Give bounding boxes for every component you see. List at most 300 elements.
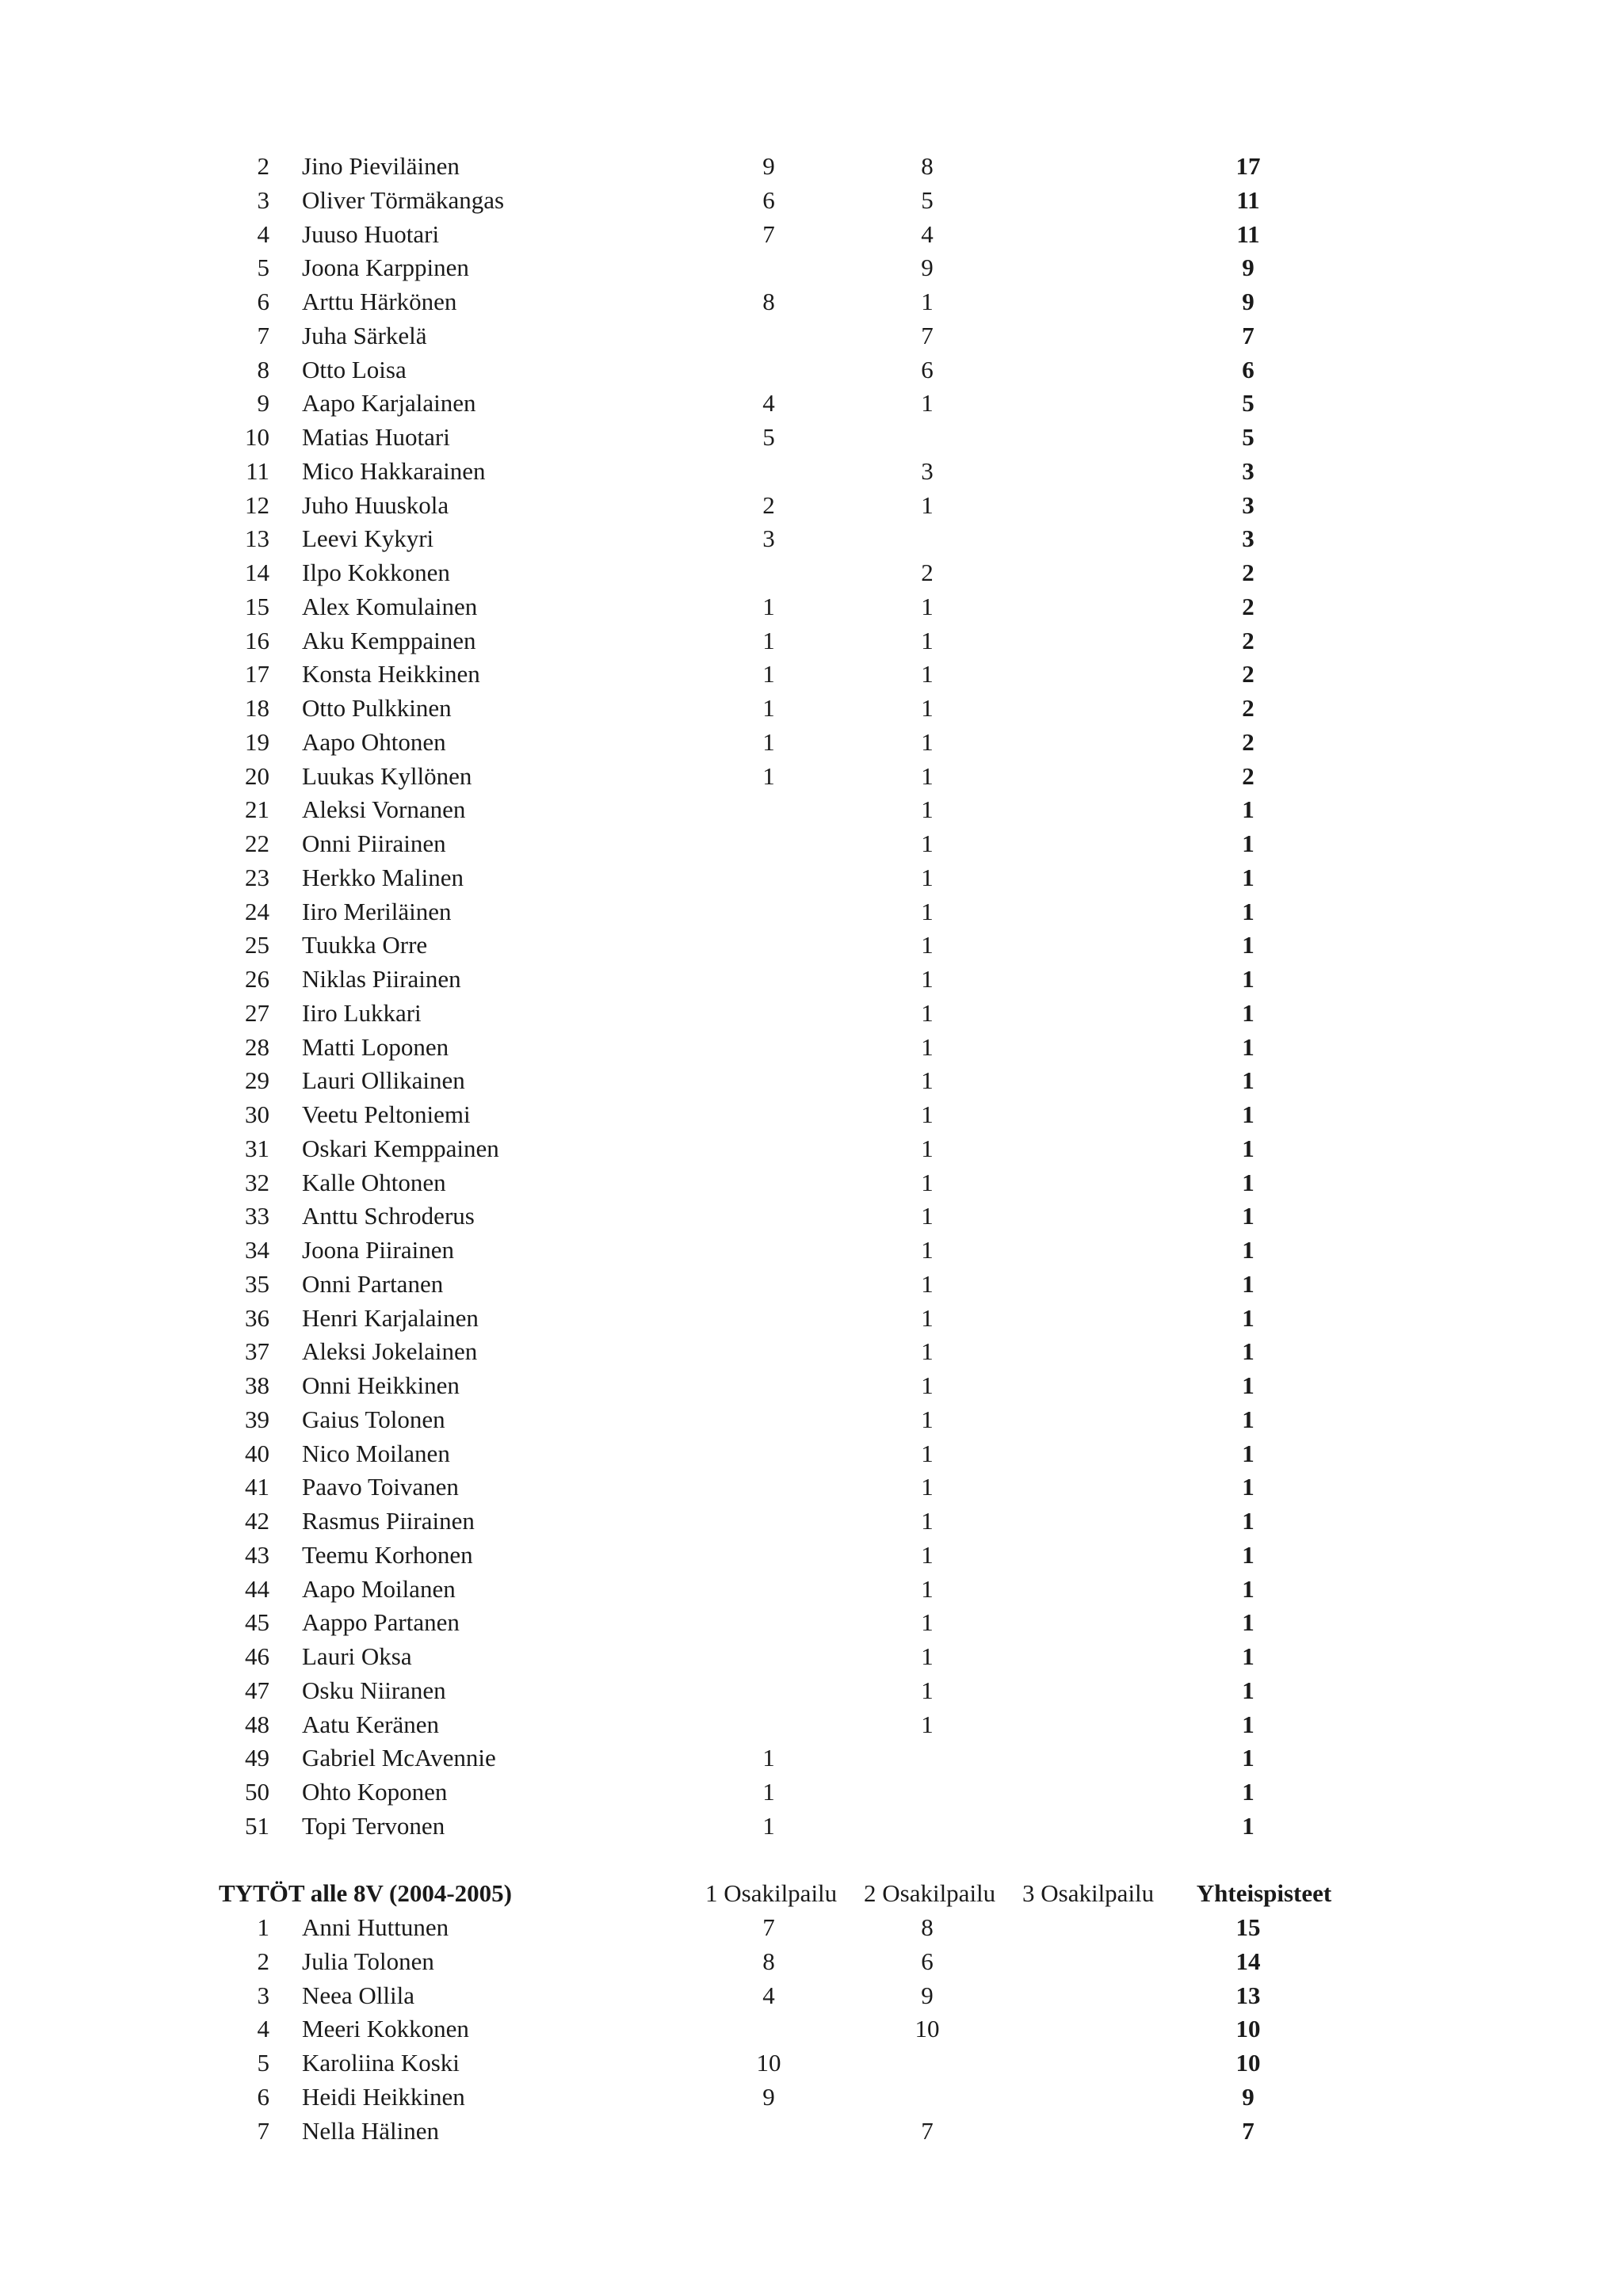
table-row [214,1505,1355,1539]
round-1-points: 6 [762,185,775,214]
round-1-points: 1 [762,727,775,756]
round-1-points: 7 [762,219,775,248]
total-points: 1 [1242,1608,1254,1637]
name-cell: Onni Piirainen [302,830,446,857]
rank-cell: 35 [245,1269,269,1298]
total-points: 1 [1242,1642,1254,1670]
name-cell: Henri Karjalainen [302,1303,479,1332]
rank-cell: 38 [245,1371,269,1399]
name-cell: Neea Ollila [302,1981,415,2009]
rank-cell: 39 [245,1405,269,1433]
table-row [214,624,1355,658]
round-1-points: 9 [762,152,775,180]
name-cell: Konsta Heikkinen [302,660,480,688]
table-row [214,1674,1355,1708]
rank-cell: 4 [257,2015,269,2043]
name-cell: Herkko Malinen [302,863,464,891]
name-cell: Joona Karppinen [302,254,469,282]
round-2-points: 1 [921,1608,934,1637]
round-2-points: 1 [921,694,934,722]
table-row [214,1132,1355,1166]
table-row [214,963,1355,997]
rank-cell: 12 [245,490,269,519]
table-row [214,1979,1355,2013]
table-row [214,929,1355,963]
boys-results [214,150,1355,1844]
table-row [214,1403,1355,1437]
name-cell: Matti Loponen [302,1032,449,1061]
name-cell: Aappo Partanen [302,1608,460,1637]
table-row [214,150,1355,184]
table-row [214,251,1355,285]
total-points: 3 [1242,456,1254,485]
name-cell: Ilpo Kokkonen [302,559,450,586]
rank-cell: 36 [245,1303,269,1332]
name-cell: Leevi Kykyri [302,524,434,553]
name-cell: Arttu Härkönen [302,288,457,315]
round-1-points: 1 [762,1811,775,1840]
total-points: 1 [1242,1303,1254,1332]
name-cell: Heidi Heikkinen [302,2082,465,2111]
round-2-points: 1 [921,897,934,925]
name-cell: Gaius Tolonen [302,1405,445,1433]
table-row [214,1234,1355,1268]
round-2-points: 1 [921,592,934,620]
name-cell: Niklas Piirainen [302,965,461,993]
table-row [214,726,1355,760]
round-2-points: 1 [921,965,934,993]
rank-cell: 19 [245,727,269,756]
round-2-points: 1 [921,727,934,756]
name-cell: Gabriel McAvennie [302,1744,496,1772]
table-row [214,1810,1355,1844]
round-1-points: 4 [762,389,775,418]
rank-cell: 2 [257,152,269,180]
rank-cell: 37 [245,1337,269,1366]
total-points: 17 [1235,152,1261,180]
table-row [214,455,1355,489]
name-cell: Lauri Ollikainen [302,1066,465,1095]
name-cell: Aleksi Jokelainen [302,1337,478,1366]
round-2-points: 1 [921,931,934,959]
round-1-points: 1 [762,1778,775,1806]
rank-cell: 3 [257,1981,269,2009]
total-points: 1 [1242,1540,1254,1569]
total-points: 2 [1242,592,1254,620]
name-cell: Paavo Toivanen [302,1473,459,1501]
round-2-points: 1 [921,626,934,654]
round-1-points: 8 [762,1947,775,1975]
name-cell: Topi Tervonen [302,1811,445,1840]
total-points: 1 [1242,795,1254,824]
name-cell: Osku Niiranen [302,1676,446,1704]
round-2-points: 9 [921,254,934,282]
round-1-points: 3 [762,524,775,553]
total-points: 1 [1242,1778,1254,1806]
round-2-points: 1 [921,1134,934,1162]
total-points: 1 [1242,1269,1254,1298]
rank-cell: 10 [245,423,269,451]
rank-cell: 50 [245,1778,269,1806]
table-row [214,1166,1355,1200]
round-1-points: 1 [762,1744,775,1772]
name-cell: Matias Huotari [302,423,450,451]
total-points: 1 [1242,897,1254,925]
rank-cell: 6 [257,288,269,315]
section-title: TYTÖT alle 8V (2004-2005) [219,1879,513,1908]
table-row [214,1911,1355,1945]
total-points: 1 [1242,1811,1254,1840]
total-points: 7 [1242,321,1254,349]
total-points: 10 [1235,2049,1261,2077]
name-cell: Aapo Moilanen [302,1574,456,1603]
total-points: 1 [1242,830,1254,857]
total-points: 9 [1242,288,1254,315]
girls-results [214,1911,1355,2148]
round-2-points: 1 [921,1236,934,1264]
total-points: 1 [1242,1134,1254,1162]
total-points: 1 [1242,965,1254,993]
table-row [214,1573,1355,1607]
rank-cell: 34 [245,1236,269,1264]
round-1-points: 4 [762,1981,775,2009]
total-points: 1 [1242,1405,1254,1433]
rank-cell: 5 [257,2049,269,2077]
total-points: 1 [1242,1439,1254,1467]
table-row [214,1470,1355,1505]
table-row [214,997,1355,1031]
round-2-points: 1 [921,998,934,1027]
round-2-points: 1 [921,1168,934,1196]
rank-cell: 23 [245,863,269,891]
round-2-points: 1 [921,1439,934,1467]
rank-cell: 33 [245,1202,269,1230]
name-cell: Anni Huttunen [302,1913,449,1941]
rank-cell: 43 [245,1540,269,1569]
total-points: 1 [1242,931,1254,959]
table-row [214,1199,1355,1234]
table-row [214,1437,1355,1471]
rank-cell: 27 [245,998,269,1027]
round-1-points: 1 [762,626,775,654]
name-cell: Luukas Kyllönen [302,761,472,790]
total-points: 1 [1242,1100,1254,1128]
rank-cell: 11 [246,456,269,485]
round-1-points: 1 [762,694,775,722]
round-2-points: 1 [921,1202,934,1230]
round-2-points: 9 [921,1981,934,2009]
name-cell: Aapo Ohtonen [302,727,446,756]
name-cell: Aapo Karjalainen [302,389,476,418]
total-points: 2 [1242,694,1254,722]
table-row [214,2046,1355,2081]
round-2-points: 1 [921,1642,934,1670]
round-2-points: 6 [921,1947,934,1975]
name-cell: Karoliina Koski [302,2049,460,2077]
total-points: 3 [1242,490,1254,519]
total-points: 2 [1242,626,1254,654]
round-2-points: 1 [921,660,934,688]
table-row [214,1741,1355,1775]
name-cell: Jino Pieviläinen [302,152,460,180]
name-cell: Joona Piirainen [302,1236,454,1264]
total-points: 15 [1235,1913,1261,1941]
table-row [214,353,1355,387]
round-1-points: 1 [762,761,775,790]
name-cell: Nella Hälinen [302,2116,440,2145]
round-2-points: 1 [921,1507,934,1535]
table-row [214,793,1355,827]
rank-cell: 2 [257,1947,269,1975]
table-row [214,184,1355,218]
girls-header-row [214,1877,1355,1911]
table-row [214,1606,1355,1640]
round-2-points: 1 [921,1100,934,1128]
name-cell: Lauri Oksa [302,1642,412,1670]
round-2-points: 1 [921,1405,934,1433]
total-points: 1 [1242,1337,1254,1366]
round-2-points: 1 [921,830,934,857]
rank-cell: 18 [245,694,269,722]
name-cell: Tuukka Orre [302,931,428,959]
total-points: 2 [1242,559,1254,586]
round-2-points: 1 [921,863,934,891]
table-row [214,1539,1355,1573]
round-1-points: 8 [762,288,775,315]
table-row [214,1369,1355,1403]
rank-cell: 6 [257,2082,269,2111]
total-points: 11 [1236,185,1260,214]
total-points: 1 [1242,863,1254,891]
round-2-points: 1 [921,761,934,790]
round-2-points: 7 [921,321,934,349]
name-cell: Otto Pulkkinen [302,694,452,722]
name-cell: Juha Särkelä [302,321,427,349]
total-points: 1 [1242,1202,1254,1230]
total-points: 1 [1242,1066,1254,1095]
table-row [214,658,1355,692]
round-2-points: 1 [921,490,934,519]
total-points: 2 [1242,727,1254,756]
table-row [214,1268,1355,1302]
table-row [214,2081,1355,2115]
total-points: 9 [1242,254,1254,282]
round-2-points: 3 [921,456,934,485]
table-row [214,760,1355,794]
rank-cell: 28 [245,1032,269,1061]
name-cell: Aku Kemppainen [302,626,476,654]
rank-cell: 22 [245,830,269,857]
round-2-points: 5 [921,185,934,214]
total-points: 1 [1242,1168,1254,1196]
round-2-points: 10 [915,2015,940,2043]
total-points: 1 [1242,1236,1254,1264]
rank-cell: 3 [257,185,269,214]
round-1-points: 10 [756,2049,781,2077]
rank-cell: 49 [245,1744,269,1772]
round-2-points: 7 [921,2116,934,2145]
round-1-points: 1 [762,592,775,620]
rank-cell: 30 [245,1100,269,1128]
name-cell: Iiro Meriläinen [302,897,452,925]
total-points: 3 [1242,524,1254,553]
name-cell: Ohto Koponen [302,1778,448,1806]
round-2-points: 1 [921,1574,934,1603]
name-cell: Julia Tolonen [302,1947,434,1975]
total-points: 2 [1242,660,1254,688]
round-2-points: 1 [921,1303,934,1332]
round-1-points: 2 [762,490,775,519]
rank-cell: 7 [257,2116,269,2145]
table-row [214,489,1355,523]
rank-cell: 45 [245,1608,269,1637]
rank-cell: 29 [245,1066,269,1095]
table-row [214,590,1355,624]
table-row [214,522,1355,556]
table-row [214,319,1355,353]
table-row [214,827,1355,861]
name-cell: Aleksi Vornanen [302,795,466,824]
round-2-points: 8 [921,152,934,180]
total-points: 1 [1242,1032,1254,1061]
rank-cell: 46 [245,1642,269,1670]
total-points: 1 [1242,1574,1254,1603]
rank-cell: 1 [257,1913,269,1941]
rank-cell: 47 [245,1676,269,1704]
name-cell: Juuso Huotari [302,219,440,248]
name-cell: Onni Partanen [302,1269,444,1298]
name-cell: Veetu Peltoniemi [302,1100,471,1128]
round-2-points: 1 [921,389,934,418]
round-2-points: 1 [921,1710,934,1738]
column-header-total: Yhteispisteet [1196,1879,1332,1908]
rank-cell: 4 [257,219,269,248]
rank-cell: 44 [245,1574,269,1603]
section-spacer [214,1844,1355,1878]
round-1-points: 5 [762,423,775,451]
table-row [214,1640,1355,1674]
rank-cell: 21 [245,795,269,824]
total-points: 5 [1242,423,1254,451]
round-2-points: 1 [921,288,934,315]
rank-cell: 26 [245,965,269,993]
total-points: 2 [1242,761,1254,790]
round-2-points: 1 [921,1032,934,1061]
round-2-points: 1 [921,1371,934,1399]
table-row [214,2115,1355,2149]
name-cell: Juho Huuskola [302,490,449,519]
table-row [214,556,1355,590]
table-row [214,895,1355,929]
total-points: 1 [1242,998,1254,1027]
table-row [214,1708,1355,1742]
name-cell: Oskari Kemppainen [302,1134,499,1162]
name-cell: Oliver Törmäkangas [302,185,505,214]
name-cell: Iiro Lukkari [302,998,422,1027]
rank-cell: 8 [257,355,269,383]
round-2-points: 1 [921,795,934,824]
name-cell: Kalle Ohtonen [302,1168,446,1196]
name-cell: Nico Moilanen [302,1439,450,1467]
total-points: 13 [1235,1981,1261,2009]
total-points: 6 [1242,355,1254,383]
total-points: 10 [1235,2015,1261,2043]
rank-cell: 31 [245,1134,269,1162]
total-points: 14 [1235,1947,1261,1975]
table-row [214,2012,1355,2046]
total-points: 11 [1236,219,1260,248]
round-1-points: 9 [762,2082,775,2111]
round-1-points: 7 [762,1913,775,1941]
name-cell: Mico Hakkarainen [302,456,486,485]
total-points: 1 [1242,1710,1254,1738]
round-2-points: 2 [921,559,934,586]
table-row [214,1064,1355,1098]
total-points: 1 [1242,1371,1254,1399]
round-2-points: 1 [921,1676,934,1704]
name-cell: Rasmus Piirainen [302,1507,475,1535]
round-2-points: 1 [921,1066,934,1095]
round-2-points: 4 [921,219,934,248]
rank-cell: 9 [257,389,269,418]
total-points: 1 [1242,1676,1254,1704]
name-cell: Otto Loisa [302,355,407,383]
rank-cell: 13 [245,524,269,553]
total-points: 9 [1242,2082,1254,2111]
rank-cell: 41 [245,1473,269,1501]
column-header-round-1: 1 Osakilpailu [705,1879,838,1908]
name-cell: Alex Komulainen [302,592,478,620]
table-row [214,1775,1355,1810]
rank-cell: 40 [245,1439,269,1467]
rank-cell: 25 [245,931,269,959]
total-points: 1 [1242,1507,1254,1535]
rank-cell: 32 [245,1168,269,1196]
total-points: 1 [1242,1744,1254,1772]
rank-cell: 24 [245,897,269,925]
total-points: 7 [1242,2116,1254,2145]
table-row [214,1945,1355,1979]
rank-cell: 14 [245,559,269,586]
column-header-round-3: 3 Osakilpailu [1022,1879,1155,1908]
total-points: 5 [1242,389,1254,418]
round-2-points: 1 [921,1337,934,1366]
table-row [214,692,1355,726]
rank-cell: 20 [245,761,269,790]
table-row [214,861,1355,895]
round-2-points: 1 [921,1540,934,1569]
table-row [214,218,1355,252]
rank-cell: 42 [245,1507,269,1535]
table-row [214,1335,1355,1369]
table-row [214,1098,1355,1132]
round-2-points: 1 [921,1473,934,1501]
round-1-points: 1 [762,660,775,688]
results-table [214,150,1355,2148]
rank-cell: 15 [245,592,269,620]
rank-cell: 5 [257,254,269,282]
column-header-round-2: 2 Osakilpailu [864,1879,996,1908]
round-2-points: 8 [921,1913,934,1941]
round-2-points: 6 [921,355,934,383]
table-row [214,421,1355,455]
table-row [214,285,1355,319]
rank-cell: 17 [245,660,269,688]
name-cell: Meeri Kokkonen [302,2015,469,2043]
total-points: 1 [1242,1473,1254,1501]
table-row [214,1031,1355,1065]
name-cell: Aatu Keränen [302,1710,439,1738]
